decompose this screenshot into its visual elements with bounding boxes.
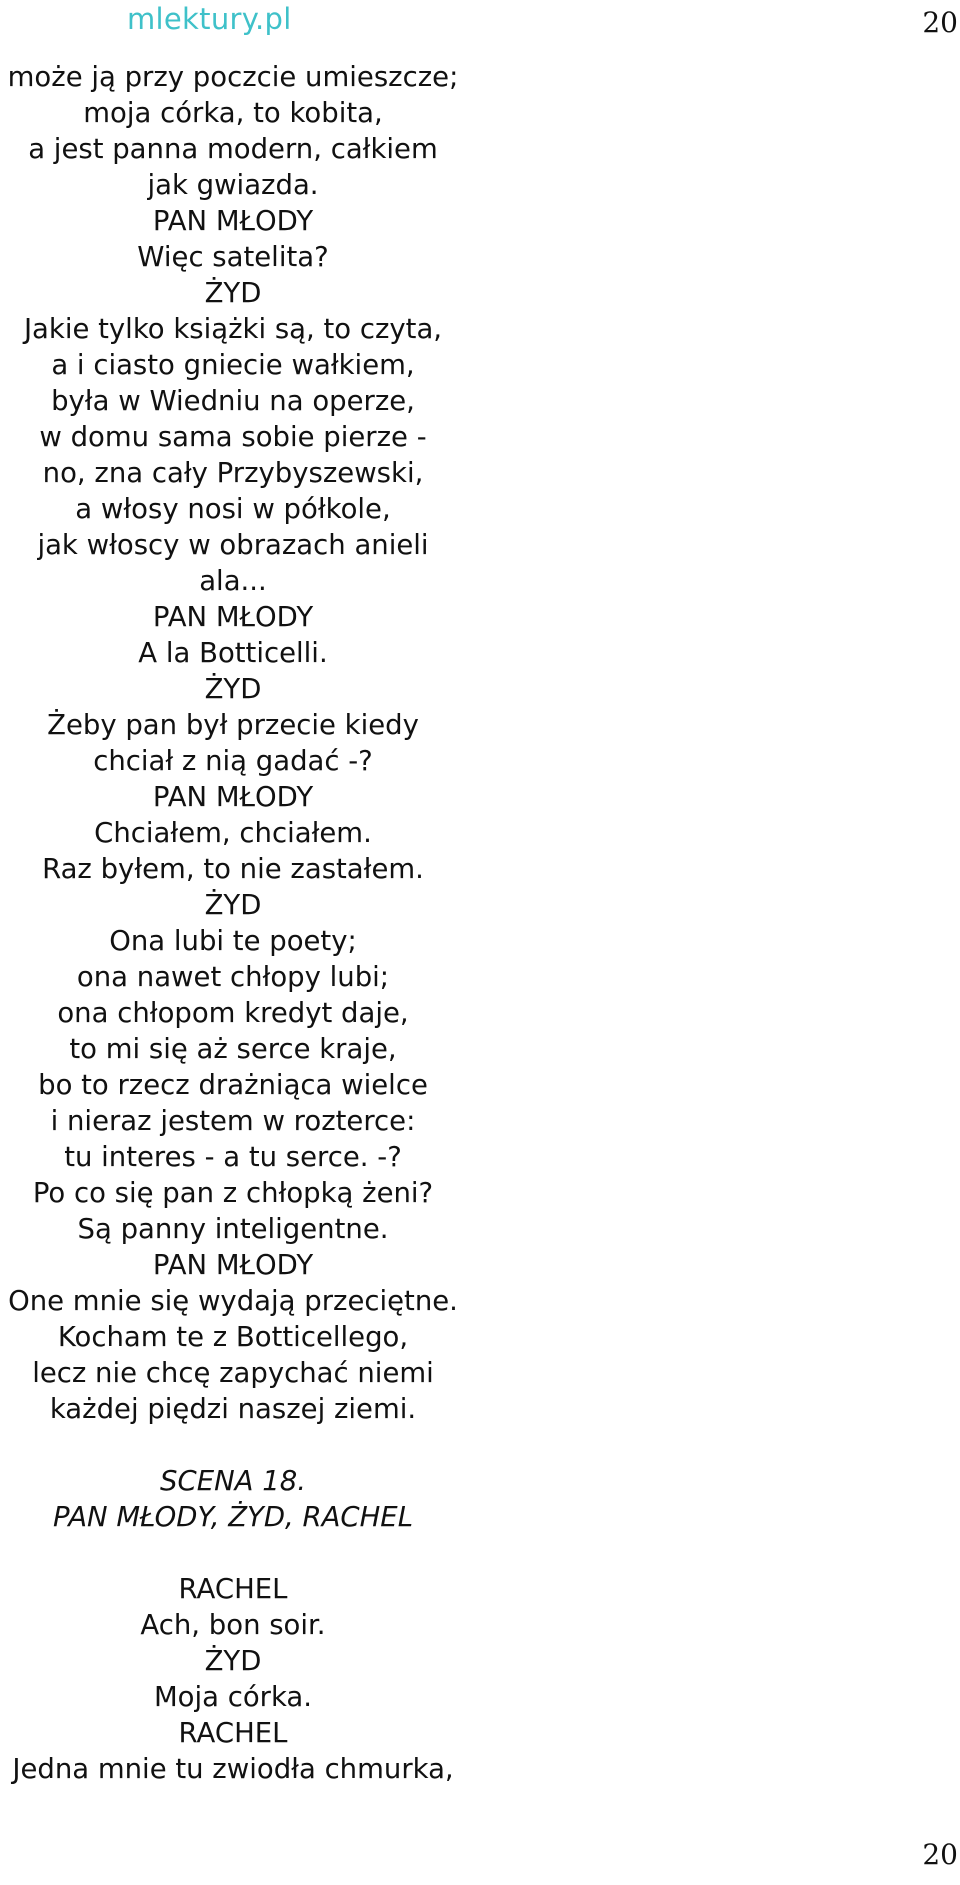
text-line: jak włoscy w obrazach anieli — [37, 529, 429, 561]
site-logo[interactable]: mlektury.pl — [127, 2, 292, 36]
text-line: SCENA 18. — [160, 1465, 306, 1497]
text-line: Po co się pan z chłopką żeni? — [32, 1177, 434, 1209]
text-line: Jakie tylko książki są, to czyta, — [23, 313, 443, 345]
text-line: ona chłopom kredyt daje, — [57, 997, 409, 1029]
text-line: RACHEL — [178, 1573, 288, 1605]
text-line: każdej piędzi naszej ziemi. — [49, 1393, 417, 1425]
text-line: chciał z nią gadać -? — [93, 745, 373, 777]
text-line: a i ciasto gniecie wałkiem, — [51, 349, 415, 381]
text-line: A la Botticelli. — [138, 637, 328, 669]
text-line: Chciałem, chciałem. — [94, 817, 372, 849]
text-line: Żeby pan był przecie kiedy — [47, 709, 419, 741]
text-line: Moja córka. — [153, 1681, 313, 1713]
text-line: a jest panna modern, całkiem — [28, 133, 438, 165]
text-line: PAN MŁODY — [152, 781, 314, 813]
text-line: tu interes - a tu serce. -? — [64, 1141, 402, 1173]
text-line: Jedna mnie tu zwiodła chmurka, — [12, 1753, 454, 1785]
text-line: moja córka, to kobita, — [83, 97, 383, 129]
text-line: była w Wiedniu na operze, — [51, 385, 415, 417]
text-line: PAN MŁODY — [152, 601, 314, 633]
text-line: może ją przy poczcie umieszcze; — [7, 61, 459, 93]
text-line: Ach, bon soir. — [140, 1609, 326, 1641]
text-line: ŻYD — [204, 673, 262, 705]
text-line: a włosy nosi w półkole, — [75, 493, 391, 525]
text-line: Kocham te z Botticellego, — [57, 1321, 409, 1353]
blank-line — [0, 1427, 466, 1463]
text-line: Są panny inteligentne. — [77, 1213, 389, 1245]
text-line: PAN MŁODY — [152, 205, 314, 237]
text-line: bo to rzecz drażniąca wielce — [38, 1069, 428, 1101]
text-line: One mnie się wydają przeciętne. — [8, 1285, 458, 1317]
text-line: ona nawet chłopy lubi; — [76, 961, 390, 993]
text-line: ŻYD — [204, 889, 262, 921]
page-number-top: 20 — [922, 6, 958, 39]
text-line: to mi się aż serce kraje, — [69, 1033, 397, 1065]
page-number-bottom: 20 — [922, 1838, 958, 1871]
text-line: ala... — [199, 565, 267, 597]
text-line: no, zna cały Przybyszewski, — [42, 457, 424, 489]
text-line: RACHEL — [178, 1717, 288, 1749]
text-line: w domu sama sobie pierze - — [39, 421, 427, 453]
text-line: lecz nie chcę zapychać niemi — [32, 1357, 434, 1389]
text-line: ŻYD — [204, 277, 262, 309]
drama-text-column — [0, 59, 466, 1787]
text-line: PAN MŁODY — [152, 1249, 314, 1281]
text-line: Ona lubi te poety; — [109, 925, 357, 957]
blank-line — [0, 1535, 466, 1571]
text-line: i nieraz jestem w rozterce: — [50, 1105, 416, 1137]
text-line: PAN MŁODY, ŻYD, RACHEL — [52, 1501, 414, 1533]
text-line: jak gwiazda. — [147, 169, 319, 201]
text-line: ŻYD — [204, 1645, 262, 1677]
text-line: Raz byłem, to nie zastałem. — [42, 853, 424, 885]
text-line: Więc satelita? — [137, 241, 329, 273]
